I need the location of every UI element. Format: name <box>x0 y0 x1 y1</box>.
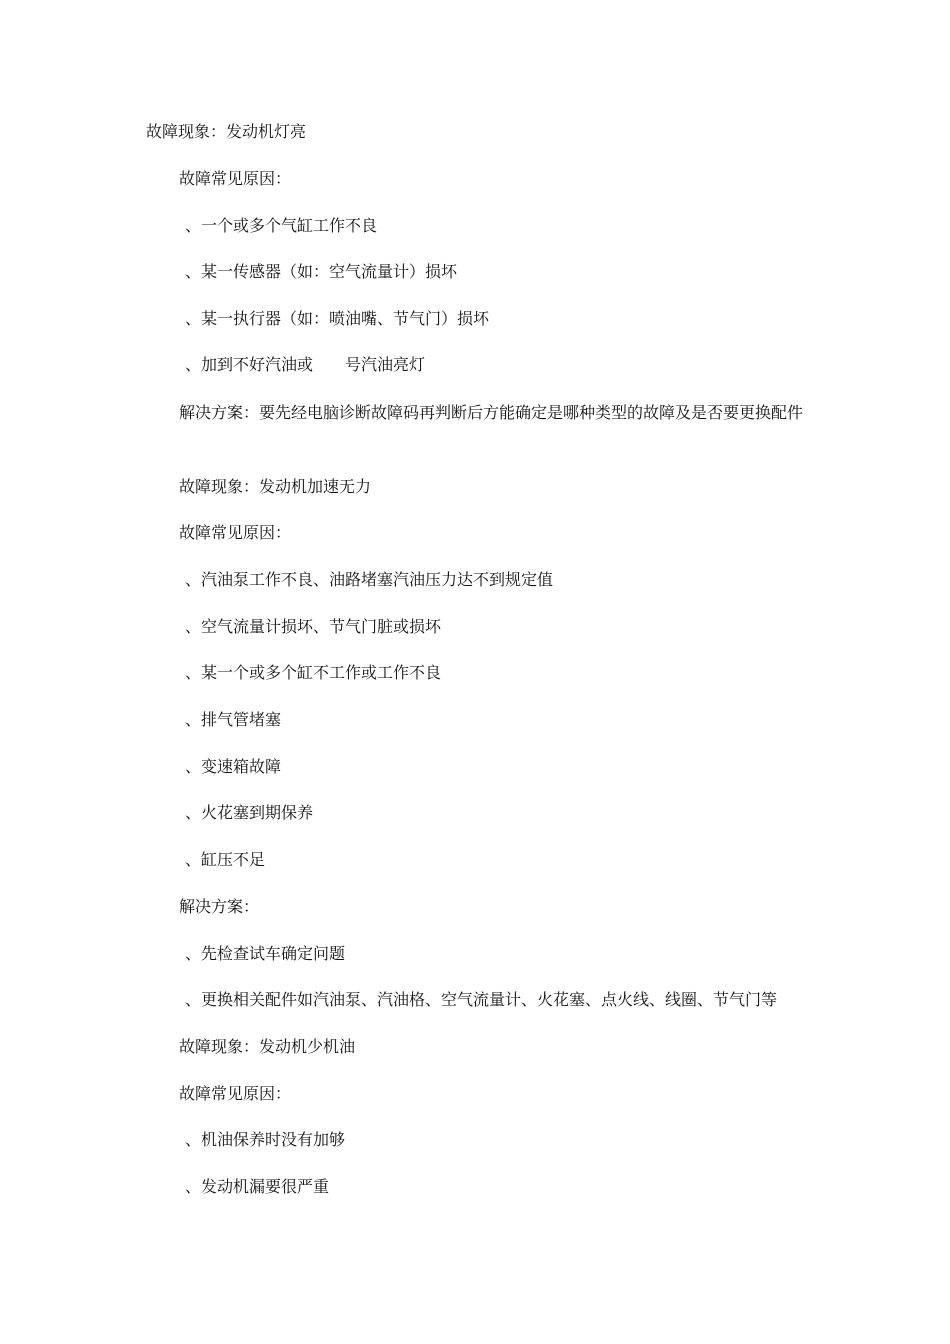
fault-title-3: 故障现象：发动机少机油 <box>179 1037 356 1056</box>
fault-title-2: 故障现象：发动机加速无力 <box>179 477 372 496</box>
causes-heading-1: 故障常见原因： <box>179 169 292 188</box>
cause-item: 、加到不好汽油或 号汽油亮灯 <box>185 355 426 374</box>
cause-item: 、空气流量计损坏、节气门脏或损坏 <box>185 617 442 636</box>
cause-item: 、某一传感器（如：空气流量计）损坏 <box>185 262 458 281</box>
cause-item: 、排气管堵塞 <box>185 710 282 729</box>
fault-title-1: 故障现象：发动机灯亮 <box>146 122 307 141</box>
solution-paragraph-1: 解决方案：要先经电脑诊断故障码再判断后方能确定是哪种类型的故障及是否要更换配件 <box>179 403 804 422</box>
cause-item: 、变速箱故障 <box>185 757 282 776</box>
cause-item: 、某一执行器（如：喷油嘴、节气门）损坏 <box>185 309 490 328</box>
solution-item: 、先检查试车确定问题 <box>185 944 346 963</box>
cause-item: 、火花塞到期保养 <box>185 803 314 822</box>
cause-item: 、机油保养时没有加够 <box>185 1130 346 1149</box>
cause-item: 、缸压不足 <box>185 850 266 869</box>
solution-item: 、更换相关配件如汽油泵、汽油格、空气流量计、火花塞、点火线、线圈、节气门等 <box>185 990 778 1009</box>
cause-item: 、某一个或多个缸不工作或工作不良 <box>185 663 442 682</box>
cause-item: 、汽油泵工作不良、油路堵塞汽油压力达不到规定值 <box>185 570 554 589</box>
solution-heading-2: 解决方案： <box>179 897 260 916</box>
cause-item: 、发动机漏要很严重 <box>185 1177 330 1196</box>
causes-heading-2: 故障常见原因： <box>179 523 292 542</box>
cause-item: 、一个或多个气缸工作不良 <box>185 216 378 235</box>
causes-heading-3: 故障常见原因： <box>179 1084 292 1103</box>
